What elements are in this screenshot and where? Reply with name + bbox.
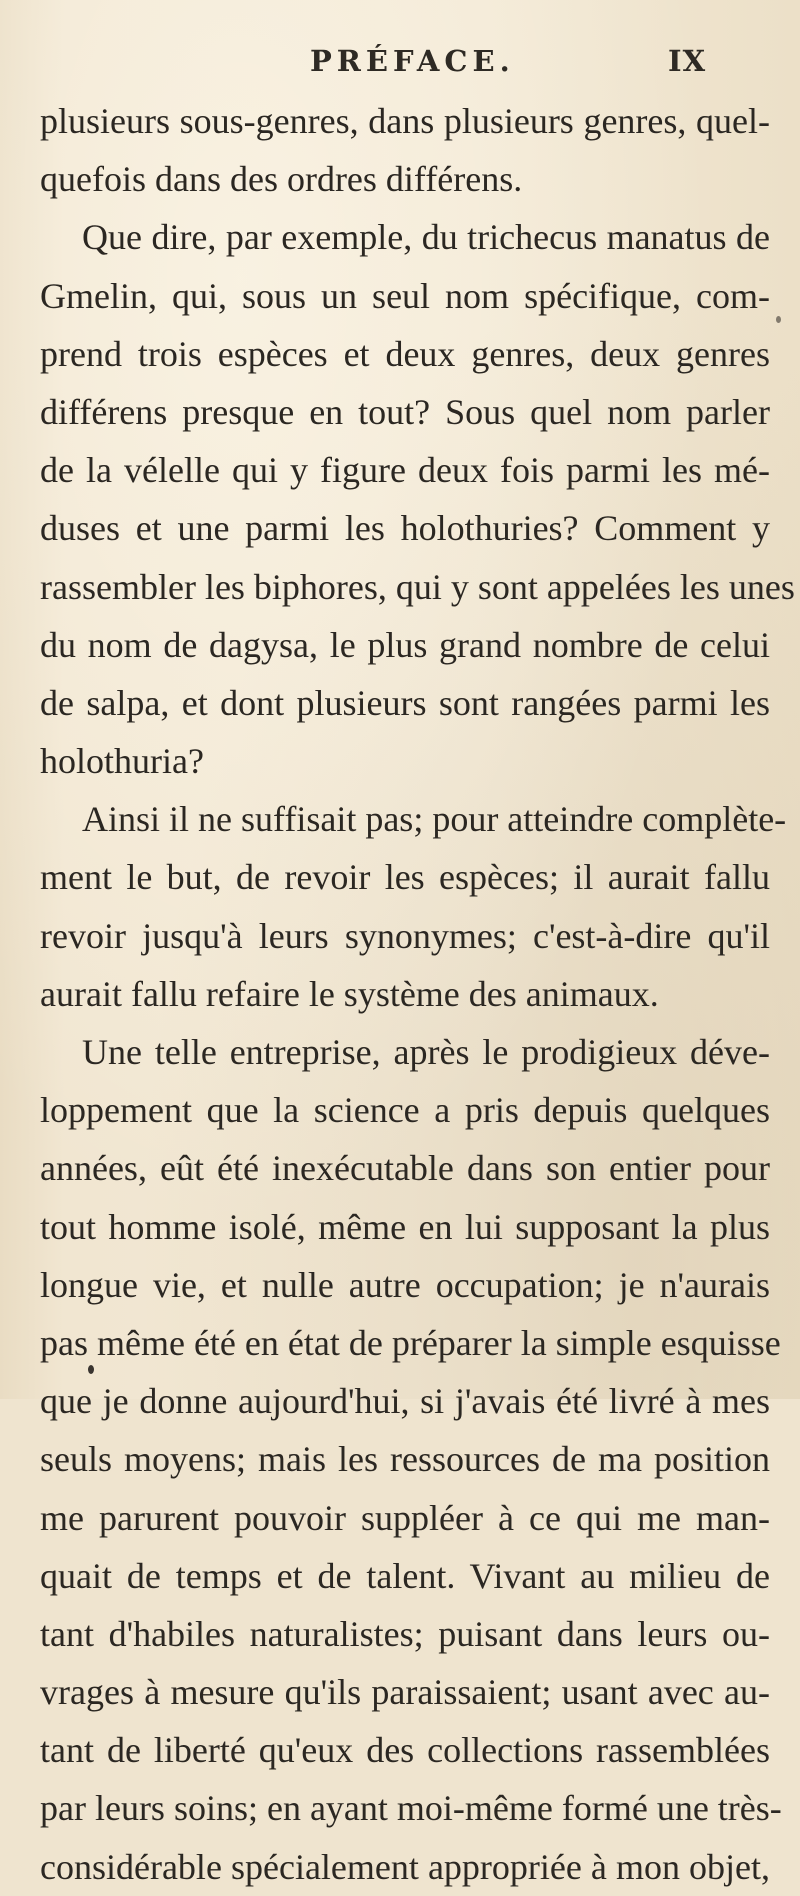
ink-speck <box>776 316 781 323</box>
text-line: tout homme isolé, même en lui supposant la plus <box>40 1206 770 1247</box>
text-line: de la vélelle qui y figure deux fois parmi les mé- <box>40 450 770 491</box>
text-line: me parurent pouvoir suppléer à ce qui me man- <box>40 1497 770 1538</box>
text-line: quefois dans des ordres différens. <box>40 159 523 200</box>
running-title: PRÉFACE. <box>310 44 515 78</box>
text-line: que je donne aujourd'hui, si j'avais été livré à mes <box>40 1381 770 1422</box>
text-line: de salpa, et dont plusieurs sont rangées parmi les <box>40 682 770 723</box>
text-line: longue vie, et nulle autre occupation; je n'aurais <box>40 1264 770 1305</box>
text-line: années, eût été inexécutable dans son entier pour <box>40 1148 770 1189</box>
text-line: Ainsi il ne suffisait pas; pour atteindre complète- <box>82 799 787 840</box>
text-line: par leurs soins; en ayant moi-même formé une très- <box>40 1788 782 1829</box>
text-line: plusieurs sous-genres, dans plusieurs genres, quel- <box>40 101 770 141</box>
text-line: seuls moyens; mais les ressources de ma position <box>40 1439 770 1480</box>
text-line: ment le but, de revoir les espèces; il aurait fallu <box>40 857 770 898</box>
page-number: IX <box>668 44 707 78</box>
text-line: tant d'habiles naturalistes; puisant dans leurs ou- <box>40 1613 770 1654</box>
text-line: prend trois espèces et deux genres, deux genres <box>40 333 770 374</box>
text-line: holothuria? <box>40 741 204 782</box>
text-line: Que dire, par exemple, du trichecus manatus de <box>82 217 770 258</box>
text-line: vrages à mesure qu'ils paraissaient; usant avec au- <box>40 1672 770 1713</box>
text-line: quait de temps et de talent. Vivant au milieu de <box>40 1555 770 1596</box>
text-line: loppement que la science a pris depuis quelques <box>40 1090 770 1131</box>
text-line: duses et une parmi les holothuries? Comment y <box>40 508 770 549</box>
text-line: pas même été en état de préparer la simple esquisse <box>40 1322 781 1363</box>
text-line: considérable spécialement appropriée à mon objet, <box>40 1846 770 1887</box>
body-text <box>40 92 795 1896</box>
ink-speck <box>88 1365 94 1374</box>
text-line: tant de liberté qu'eux des collections rassemblées <box>40 1730 770 1771</box>
text-line: Une telle entreprise, après le prodigieux déve- <box>82 1032 770 1072</box>
text-line: revoir jusqu'à leurs synonymes; c'est-à-dire qu'il <box>40 915 770 956</box>
text-line: rassembler les biphores, qui y sont appelées les unes <box>40 566 795 607</box>
text-line: Gmelin, qui, sous un seul nom spécifique, com- <box>40 275 770 316</box>
text-line: du nom de dagysa, le plus grand nombre de celui <box>40 624 770 665</box>
text-line: aurait fallu refaire le système des animaux. <box>40 973 659 1014</box>
text-line: différens presque en tout? Sous quel nom parler <box>40 391 770 432</box>
